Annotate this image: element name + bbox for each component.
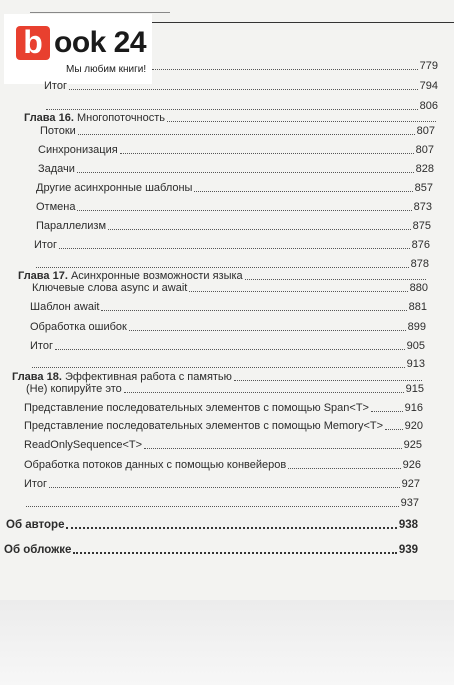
toc-item-title: ReadOnlySequence<T> (24, 439, 143, 451)
toc-item-page: 913 (406, 358, 425, 370)
toc-item-page: 873 (413, 201, 432, 213)
leader-dots (66, 527, 396, 529)
page-shadow (0, 600, 454, 685)
toc-item-page: 779 (419, 60, 438, 72)
toc-item-page: 927 (401, 478, 420, 490)
chapter-title: Многопоточность (76, 112, 166, 124)
toc-item-title: Об обложке (4, 544, 72, 556)
chapter-label: Глава 17. (18, 270, 68, 282)
toc-item-title: Обработка потоков данных с помощью конвейеров (24, 459, 287, 471)
toc-item-title: Итог (24, 478, 47, 490)
header-remnant (30, 6, 170, 13)
leader-dots (120, 153, 414, 154)
leader-dots (59, 248, 410, 249)
toc-item-page: 876 (411, 239, 430, 251)
leader-dots (73, 552, 396, 554)
logo-tagline: Мы любим книги! (66, 64, 147, 75)
toc-item-page: 938 (398, 519, 418, 531)
toc-item-title: Представление последовательных элементов с помощью Memory<T> (24, 420, 384, 432)
leader-dots (108, 229, 411, 230)
toc-item-title: Другие асинхронные шаблоны (36, 182, 193, 194)
toc-item-page: 939 (398, 544, 418, 556)
chapter-label: Глава 18. (12, 371, 62, 383)
toc-item-page: 807 (416, 125, 435, 137)
leader-dots (77, 172, 414, 173)
toc-chapter-end (30, 357, 425, 371)
toc-item-title: Итог (34, 239, 57, 251)
toc-item-title: Представление последовательных элементов с помощью Span<T> (24, 402, 369, 414)
toc-item-page: 881 (408, 301, 427, 313)
leader-dots (144, 448, 402, 449)
toc-item-page: 925 (403, 439, 422, 451)
toc-item (24, 458, 421, 472)
leader-dots (69, 89, 418, 90)
toc-item (24, 438, 422, 452)
leader-dots (77, 210, 411, 211)
toc-item (30, 339, 425, 353)
toc-item (26, 382, 424, 396)
toc-item-page: 926 (402, 459, 421, 471)
toc-item (36, 181, 433, 195)
leader-dots (288, 468, 400, 469)
leader-dots (101, 310, 406, 311)
leader-dots (167, 121, 436, 122)
toc-item-page: 937 (400, 497, 419, 509)
toc-item (40, 124, 435, 138)
leader-dots (55, 349, 405, 350)
toc-item-page: 915 (405, 383, 424, 395)
toc-item (24, 401, 423, 415)
leader-dots (129, 330, 406, 331)
leader-dots (189, 291, 407, 292)
toc-item (38, 143, 434, 157)
toc-item-title: Итог (44, 80, 67, 92)
chapter-label: Глава 16. (24, 112, 74, 124)
toc-item-page: 828 (415, 163, 434, 175)
leader-dots (234, 380, 422, 381)
toc-item (30, 300, 427, 314)
toc-item-page: 916 (404, 402, 423, 414)
toc-item-title: Потоки (40, 125, 76, 137)
logo-wordmark: ook 24 (54, 26, 147, 59)
toc-item (32, 281, 428, 295)
logo-mark (16, 26, 50, 60)
toc-major-entry (4, 543, 418, 557)
toc-chapter-end (24, 496, 419, 510)
leader-dots (49, 487, 400, 488)
toc-item-title: Синхронизация (38, 144, 118, 156)
toc-item-title: Отмена (36, 201, 76, 213)
toc-item-page: 878 (410, 258, 429, 270)
toc-item-title: Шаблон await (30, 301, 100, 313)
toc-item-title: Параллелизм (36, 220, 107, 232)
toc-item (36, 219, 431, 233)
toc-item (150, 59, 438, 73)
leader-dots (46, 109, 418, 110)
toc-chapter-heading (24, 111, 438, 125)
toc-item-page: 794 (419, 80, 438, 92)
leader-dots (32, 367, 405, 368)
leader-dots (26, 506, 399, 507)
toc-item-title: Обработка ошибок (30, 321, 127, 333)
toc-item-title: (Не) копируйте это (26, 383, 122, 395)
toc-item-page: 807 (415, 144, 434, 156)
toc-item-page: 899 (407, 321, 426, 333)
leader-dots (78, 134, 415, 135)
toc-item (34, 238, 430, 252)
leader-dots (371, 411, 403, 412)
chapter-title: Эффективная работа с памятью (64, 371, 232, 383)
toc-major-entry (6, 518, 418, 532)
toc-item-title: Об авторе (6, 519, 65, 531)
logo-mark-letter: b (23, 24, 43, 60)
toc-item-page: 920 (404, 420, 423, 432)
leader-dots (194, 191, 412, 192)
toc-item (44, 79, 438, 93)
toc-item-title: Ключевые слова async и await (32, 282, 188, 294)
toc-item (24, 419, 423, 433)
chapter-title: Асинхронные возможности языка (70, 270, 243, 282)
leader-dots (36, 267, 409, 268)
leader-dots (385, 429, 403, 430)
toc-item (30, 320, 426, 334)
toc-item-page: 880 (409, 282, 428, 294)
toc-item-title: Итог (30, 340, 53, 352)
toc-item (24, 477, 420, 491)
toc-item-page: 857 (414, 182, 433, 194)
toc-item-page: 875 (412, 220, 431, 232)
toc-item (36, 200, 432, 214)
leader-dots (245, 279, 426, 280)
toc-item-page: 905 (406, 340, 425, 352)
leader-dots (124, 392, 404, 393)
book24-logo (4, 14, 152, 84)
toc-item-title: Задачи (38, 163, 75, 175)
toc-item-page: 806 (419, 100, 438, 112)
leader-dots (152, 69, 418, 70)
toc-item (38, 162, 434, 176)
